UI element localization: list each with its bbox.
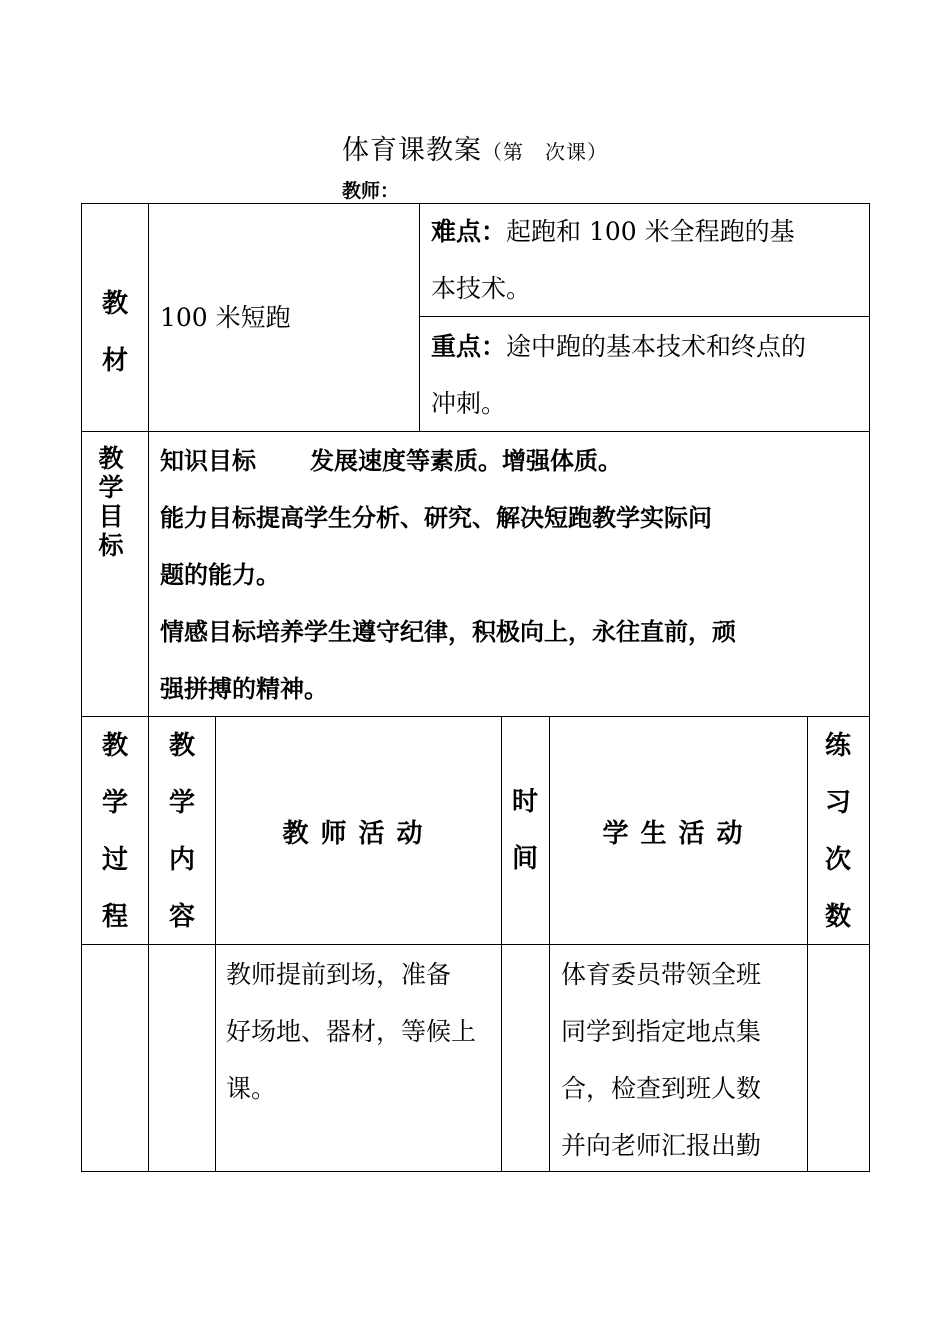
table-border-right <box>869 203 870 1172</box>
header-content: 教 学 内 容 <box>168 731 195 932</box>
ability-line-2: 题的能力。 <box>160 561 280 589</box>
material-label: 教 材 <box>101 289 128 376</box>
teacher-label: 教师： <box>342 180 400 202</box>
ability-line-1: 提高学生分析、研究、解决短跑教学实际问 <box>256 504 712 532</box>
title-main: 体育课教案 <box>342 135 482 166</box>
col-divider-time <box>549 716 550 1172</box>
ability-label: 能力目标 <box>160 504 256 532</box>
knowledge-text: 发展速度等素质。增强体质。 <box>310 447 622 475</box>
emotion-line-2: 强拼搏的精神。 <box>160 675 328 703</box>
difficulty-label: 难点： <box>431 217 507 246</box>
difficulty-line-1: 起跑和 100 米全程跑的基 <box>506 217 795 246</box>
key-point-label: 重点： <box>431 332 507 361</box>
table-row-student-activity: 体育委员带领全班 同学到指定地点集 合，检查到班人数 并向老师汇报出勤 <box>561 960 762 1160</box>
header-practice-count: 练 习 次 数 <box>824 731 851 932</box>
col-divider-content <box>215 716 216 1172</box>
key-point-cell <box>431 318 867 432</box>
difficulty-line-2: 本技术。 <box>431 274 532 303</box>
title-lesson-number: （第 次课） <box>482 140 608 164</box>
col-divider-teacher <box>501 716 502 1172</box>
objectives-content <box>160 433 865 718</box>
header-teacher-activity: 教师活动 <box>282 819 435 849</box>
difficulty-cell <box>431 203 867 317</box>
key-point-line-1: 途中跑的基本技术和终点的 <box>506 332 807 361</box>
header-time: 时 间 <box>511 787 538 874</box>
key-point-line-2: 冲刺。 <box>431 389 507 418</box>
col-divider-label <box>148 203 149 1172</box>
knowledge-label: 知识目标 <box>160 447 256 475</box>
emotion-line-1: 培养学生遵守纪律，积极向上，永往直前，顽 <box>256 618 736 646</box>
objectives-label: 教 学 目 标 <box>98 444 124 560</box>
col-divider-material <box>419 203 420 432</box>
emotion-label: 情感目标 <box>160 618 256 646</box>
table-border-left <box>81 203 82 1172</box>
table-row-teacher-activity: 教师提前到场，准备 好场地、器材，等候上 课。 <box>226 960 477 1103</box>
header-student-activity: 学生活动 <box>602 819 755 849</box>
material-value: 100 米短跑 <box>160 303 291 332</box>
col-divider-student <box>807 716 808 1172</box>
header-process: 教 学 过 程 <box>101 731 128 932</box>
page-title <box>0 128 950 167</box>
